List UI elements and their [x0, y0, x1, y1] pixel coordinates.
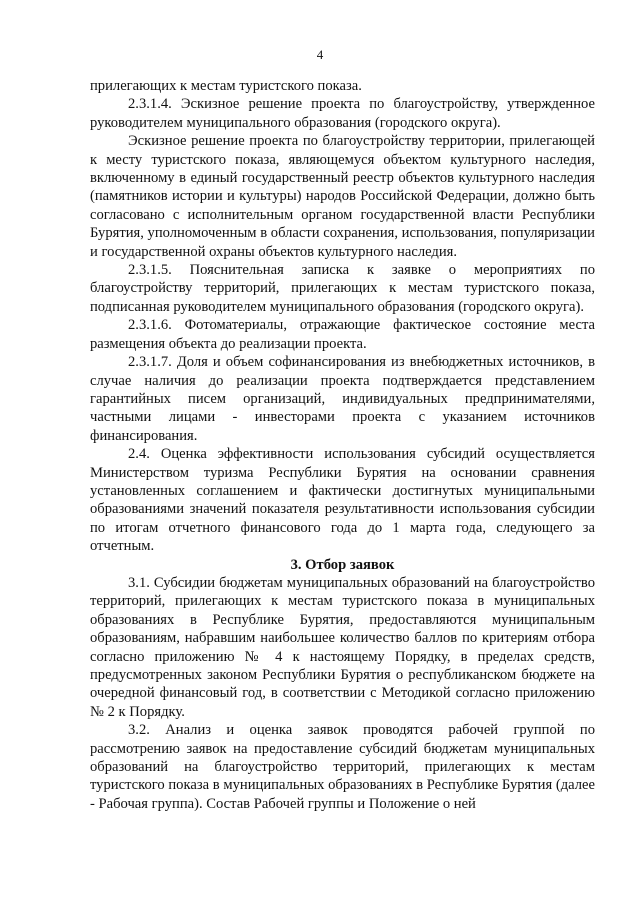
section-heading: 3. Отбор заявок [290, 556, 395, 573]
paragraph: 2.3.1.7. Доля и объем софинансирования из внебюджетных источников, в случае наличия до реализации проекта подтверждается представлением гарантийных писем организаций, индивидуальных предпринимателями, частными лицами - инвесторами проекта с указанием источников финансирования. [90, 354, 595, 444]
paragraph: 2.3.1.4. Эскизное решение проекта по благоустройству, утвержденное руководителем муниципального образования (городского округа). [90, 96, 595, 131]
page-number: 4 [316, 47, 324, 62]
paragraph: 2.4. Оценка эффективности использования субсидий осуществляется Министерством туризма Республики Бурятия на основании сравнения установленных соглашением и фактически достигнутых муниципальными образованиями значений показателя результативности использования субсидии по итогам отчетного финансового года до 1 марта года, следующего за отчетным. [90, 446, 595, 555]
document-body [90, 77, 595, 813]
paragraph: 2.3.1.6. Фотоматериалы, отражающие фактическое состояние места размещения объекта до реализации проекта. [90, 317, 595, 352]
paragraph: Эскизное решение проекта по благоустройству территории, прилегающей к месту туристского показа, являющемуся объектом культурного наследия, включенному в единый государственный реестр объектов культурного наследия (памятников истории и культуры) народов Российской Федерации, должно быть согласовано с исполнительным органом государственной власти Республики Бурятия, уполномоченным в области сохранения, использования, популяризации и государственной охраны объектов культурного наследия. [90, 133, 595, 260]
paragraph: 3.1. Субсидии бюджетам муниципальных образований на благоустройство территорий, прилегающих к местам туристского показа в муниципальных образованиях в Республике Бурятия, предоставляются муниципальным образованиям, набравшим наибольшее количество баллов по критериям отбора согласно приложению № 4 к настоящему Порядку, в пределах средств, предусмотренных законом Республики Бурятия о республиканском бюджете на очередной финансовый год, в соответствии с Методикой согласно приложению № 2 к Порядку. [90, 574, 595, 720]
paragraph: 3.2. Анализ и оценка заявок проводятся рабочей группой по рассмотрению заявок на предоставление субсидий бюджетам муниципальных образований на благоустройство территорий, прилегающих к местам туристского показа в муниципальных образованиях в Республике Бурятия (далее - Рабочая группа). Состав Рабочей группы и Положение о ней [90, 722, 595, 812]
paragraph: прилегающих к местам туристского показа. [90, 78, 362, 94]
paragraph: 2.3.1.5. Пояснительная записка к заявке о мероприятиях по благоустройству территорий, прилегающих к местам туристского показа, подписанная руководителем муниципального образования (городского округа). [90, 262, 595, 315]
